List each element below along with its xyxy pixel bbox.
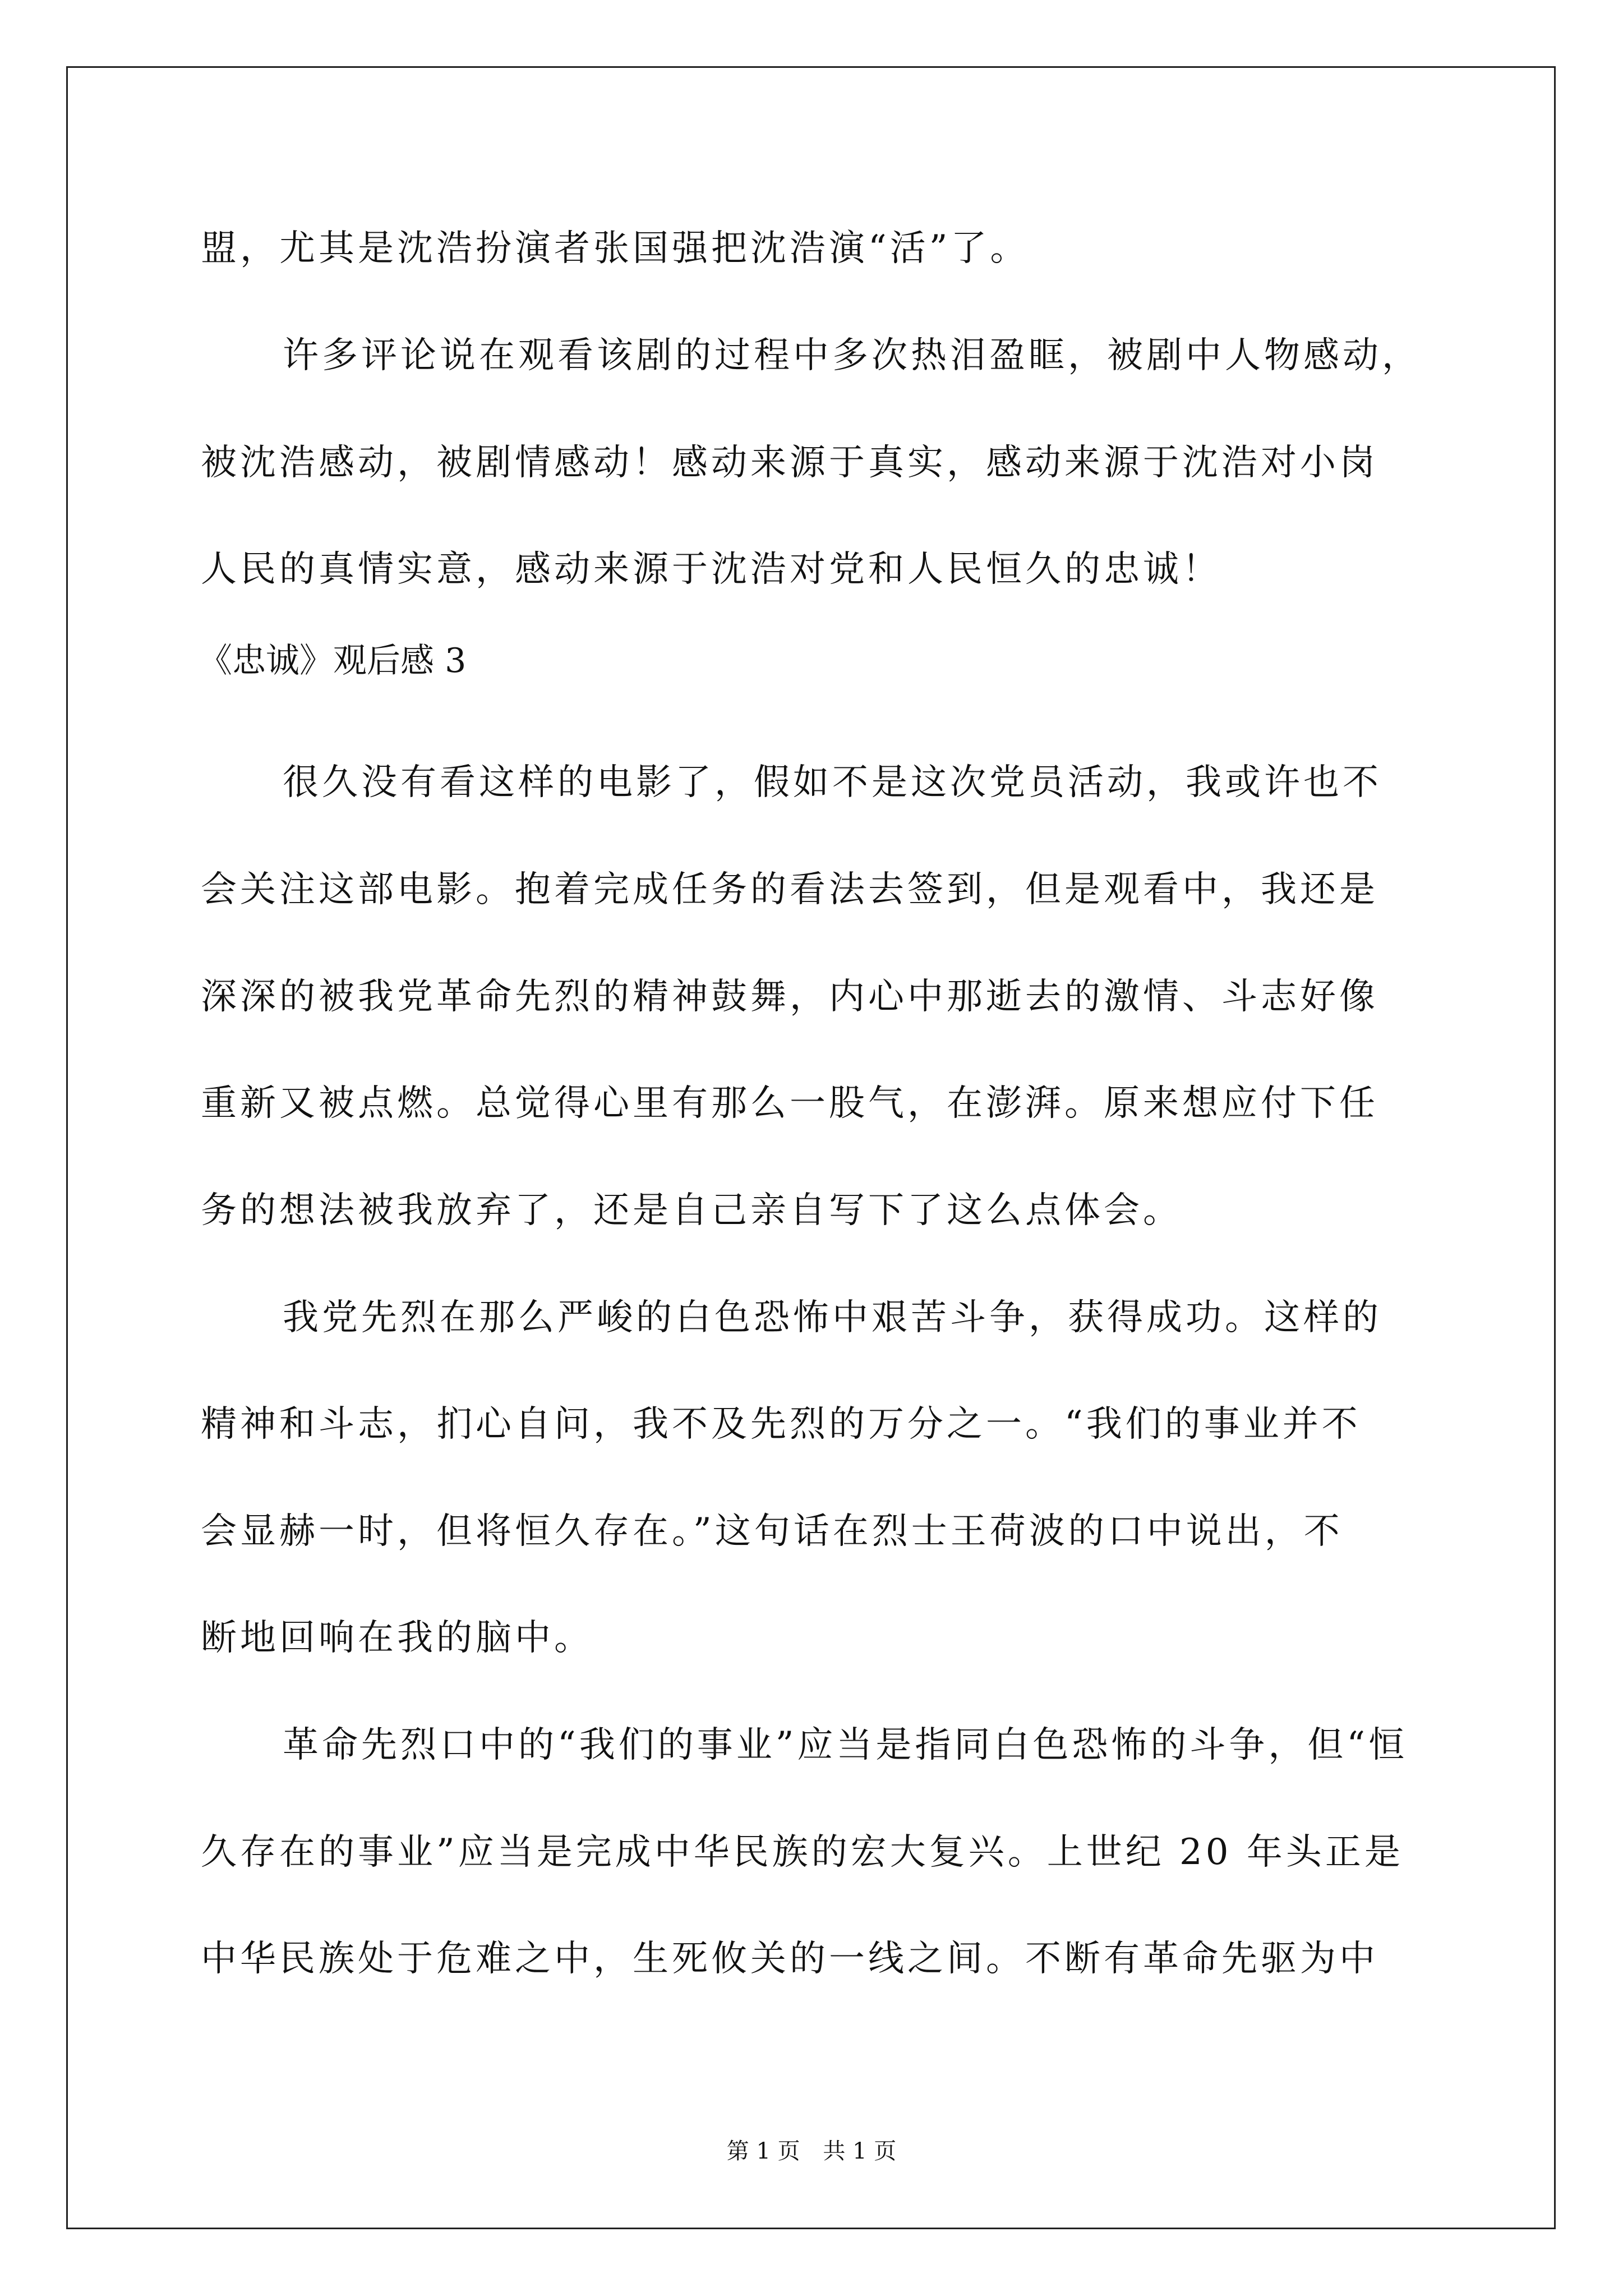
text-line: 革命先烈口中的“我们的事业”应当是指同白色恐怖的斗争，但“恒	[283, 1724, 1408, 1766]
text-line: 久存在的事业”应当是完成中华民族的宏大复兴。上世纪 20 年头正是	[201, 1832, 1404, 1873]
text-line: 重新又被点燃。总觉得心里有那么一股气，在澎湃。原来想应付下任	[201, 1083, 1378, 1124]
page-footer	[0, 2137, 1623, 2165]
page-number: 第 1 页	[726, 2138, 800, 2164]
text-line: 中华民族处于危难之中，生死攸关的一线之间。不断有革命先驱为中	[201, 1938, 1378, 1980]
text-line: 会显赫一时，但将恒久存在。”这句话在烈士王荷波的口中说出，不	[201, 1511, 1343, 1552]
text-line: 我党先烈在那么严峻的白色恐怖中艰苦斗争，获得成功。这样的	[283, 1297, 1382, 1338]
text-line: 断地回响在我的脑中。	[201, 1617, 593, 1659]
text-line: 精神和斗志，扪心自问，我不及先烈的万分之一。“我们的事业并不	[201, 1404, 1361, 1445]
page-total: 共 1 页	[823, 2138, 897, 2164]
text-line: 人民的真情实意，感动来源于沈浩对党和人民恒久的忠诚！	[201, 549, 1221, 590]
page-border	[66, 66, 1556, 2229]
text-line: 被沈浩感动，被剧情感动！感动来源于真实，感动来源于沈浩对小岗	[201, 442, 1378, 484]
section-heading: 《忠诚》观后感 3	[199, 641, 467, 680]
text-line: 务的想法被我放弃了，还是自己亲自写下了这么点体会。	[201, 1190, 1182, 1231]
text-line: 会关注这部电影。抱着完成任务的看法去签到，但是观看中，我还是	[201, 869, 1378, 910]
text-line: 深深的被我党革命先烈的精神鼓舞，内心中那逝去的激情、斗志好像	[201, 976, 1378, 1018]
text-line: 很久没有看这样的电影了，假如不是这次党员活动，我或许也不	[283, 762, 1382, 803]
text-line: 盟，尤其是沈浩扮演者张国强把沈浩演“活”了。	[201, 228, 1030, 269]
text-line: 许多评论说在观看该剧的过程中多次热泪盈眶，被剧中人物感动，	[283, 335, 1421, 376]
